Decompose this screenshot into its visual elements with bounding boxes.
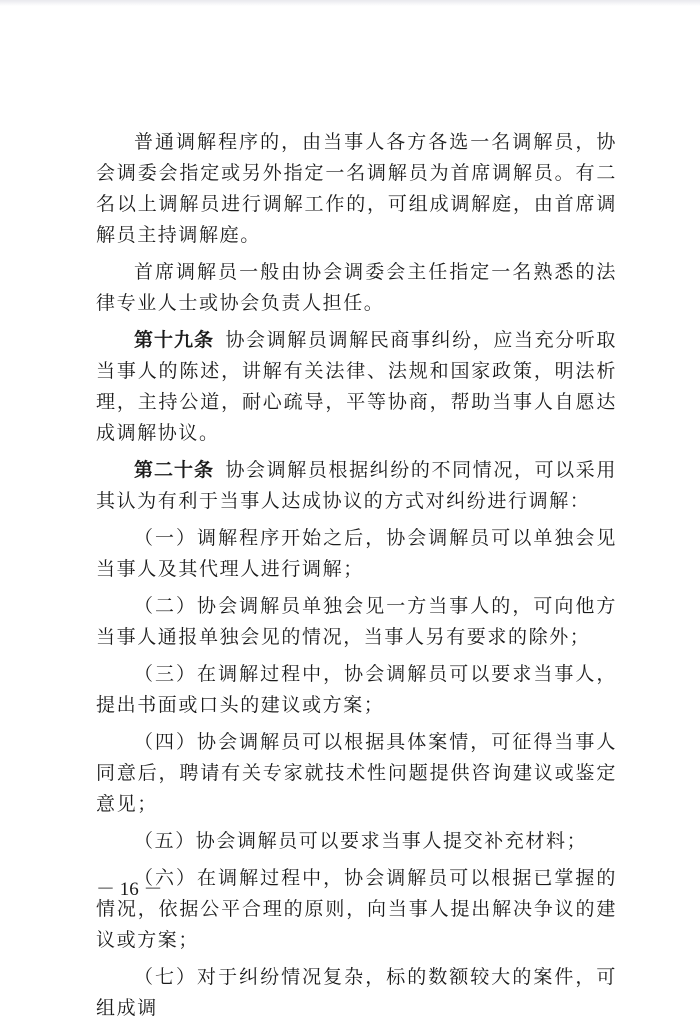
list-item-3 <box>96 659 617 721</box>
paragraph-text: 普通调解程序的，由当事人各方各选一名调解员，协会调委会指定或另外指定一名调解员为首席调解员。有二名以上调解员进行调解工作的，可组成调解庭，由首席调解员主持调解庭。 <box>96 131 617 246</box>
paragraph-2 <box>96 257 617 319</box>
article-number: 第十九条 <box>134 329 215 351</box>
paragraph-text: 首席调解员一般由协会调委会主任指定一名熟悉的法律专业人士或协会负责人担任。 <box>96 261 617 314</box>
paragraph-text: （二）协会调解员单独会见一方当事人的，可向他方当事人通报单独会见的情况，当事人另有要求的除外； <box>96 595 617 648</box>
article-19 <box>96 325 617 449</box>
list-item-2 <box>96 591 617 653</box>
paragraph-text: （六）在调解过程中，协会调解员可以根据已掌握的情况，依据公平合理的原则，向当事人提出解决争议的建议或方案； <box>96 867 617 951</box>
paragraph-text: （五）协会调解员可以要求当事人提交补充材料； <box>134 830 588 852</box>
article-20 <box>96 455 617 517</box>
list-item-7 <box>96 962 617 1024</box>
list-item-5 <box>96 826 617 857</box>
list-item-6 <box>96 863 617 956</box>
paragraph-text: （七）对于纠纷情况复杂，标的数额较大的案件，可组成调 <box>96 966 617 1019</box>
paragraph-text: （一）调解程序开始之后，协会调解员可以单独会见当事人及其代理人进行调解； <box>96 527 617 580</box>
article-number: 第二十条 <box>134 459 215 481</box>
list-item-1 <box>96 523 617 585</box>
page-number: － 16 － <box>96 879 163 900</box>
paragraph-1 <box>96 127 617 251</box>
paragraph-text: （四）协会调解员可以根据具体案情，可征得当事人同意后，聘请有关专家就技术性问题提供咨询建议或鉴定意见； <box>96 731 617 815</box>
document-body <box>96 127 617 1030</box>
scan-edge <box>0 0 700 6</box>
paragraph-text: （三）在调解过程中，协会调解员可以要求当事人，提出书面或口头的建议或方案； <box>96 663 617 716</box>
paragraph-text: 协会调解员调解民商事纠纷，应当充分听取当事人的陈述，讲解有关法律、法规和国家政策，明法析理，主持公道，耐心疏导，平等协商，帮助当事人自愿达成调解协议。 <box>96 329 617 444</box>
paragraph-text: 协会调解员根据纠纷的不同情况，可以采用其认为有利于当事人达成协议的方式对纠纷进行调解： <box>96 459 617 512</box>
list-item-4 <box>96 727 617 820</box>
